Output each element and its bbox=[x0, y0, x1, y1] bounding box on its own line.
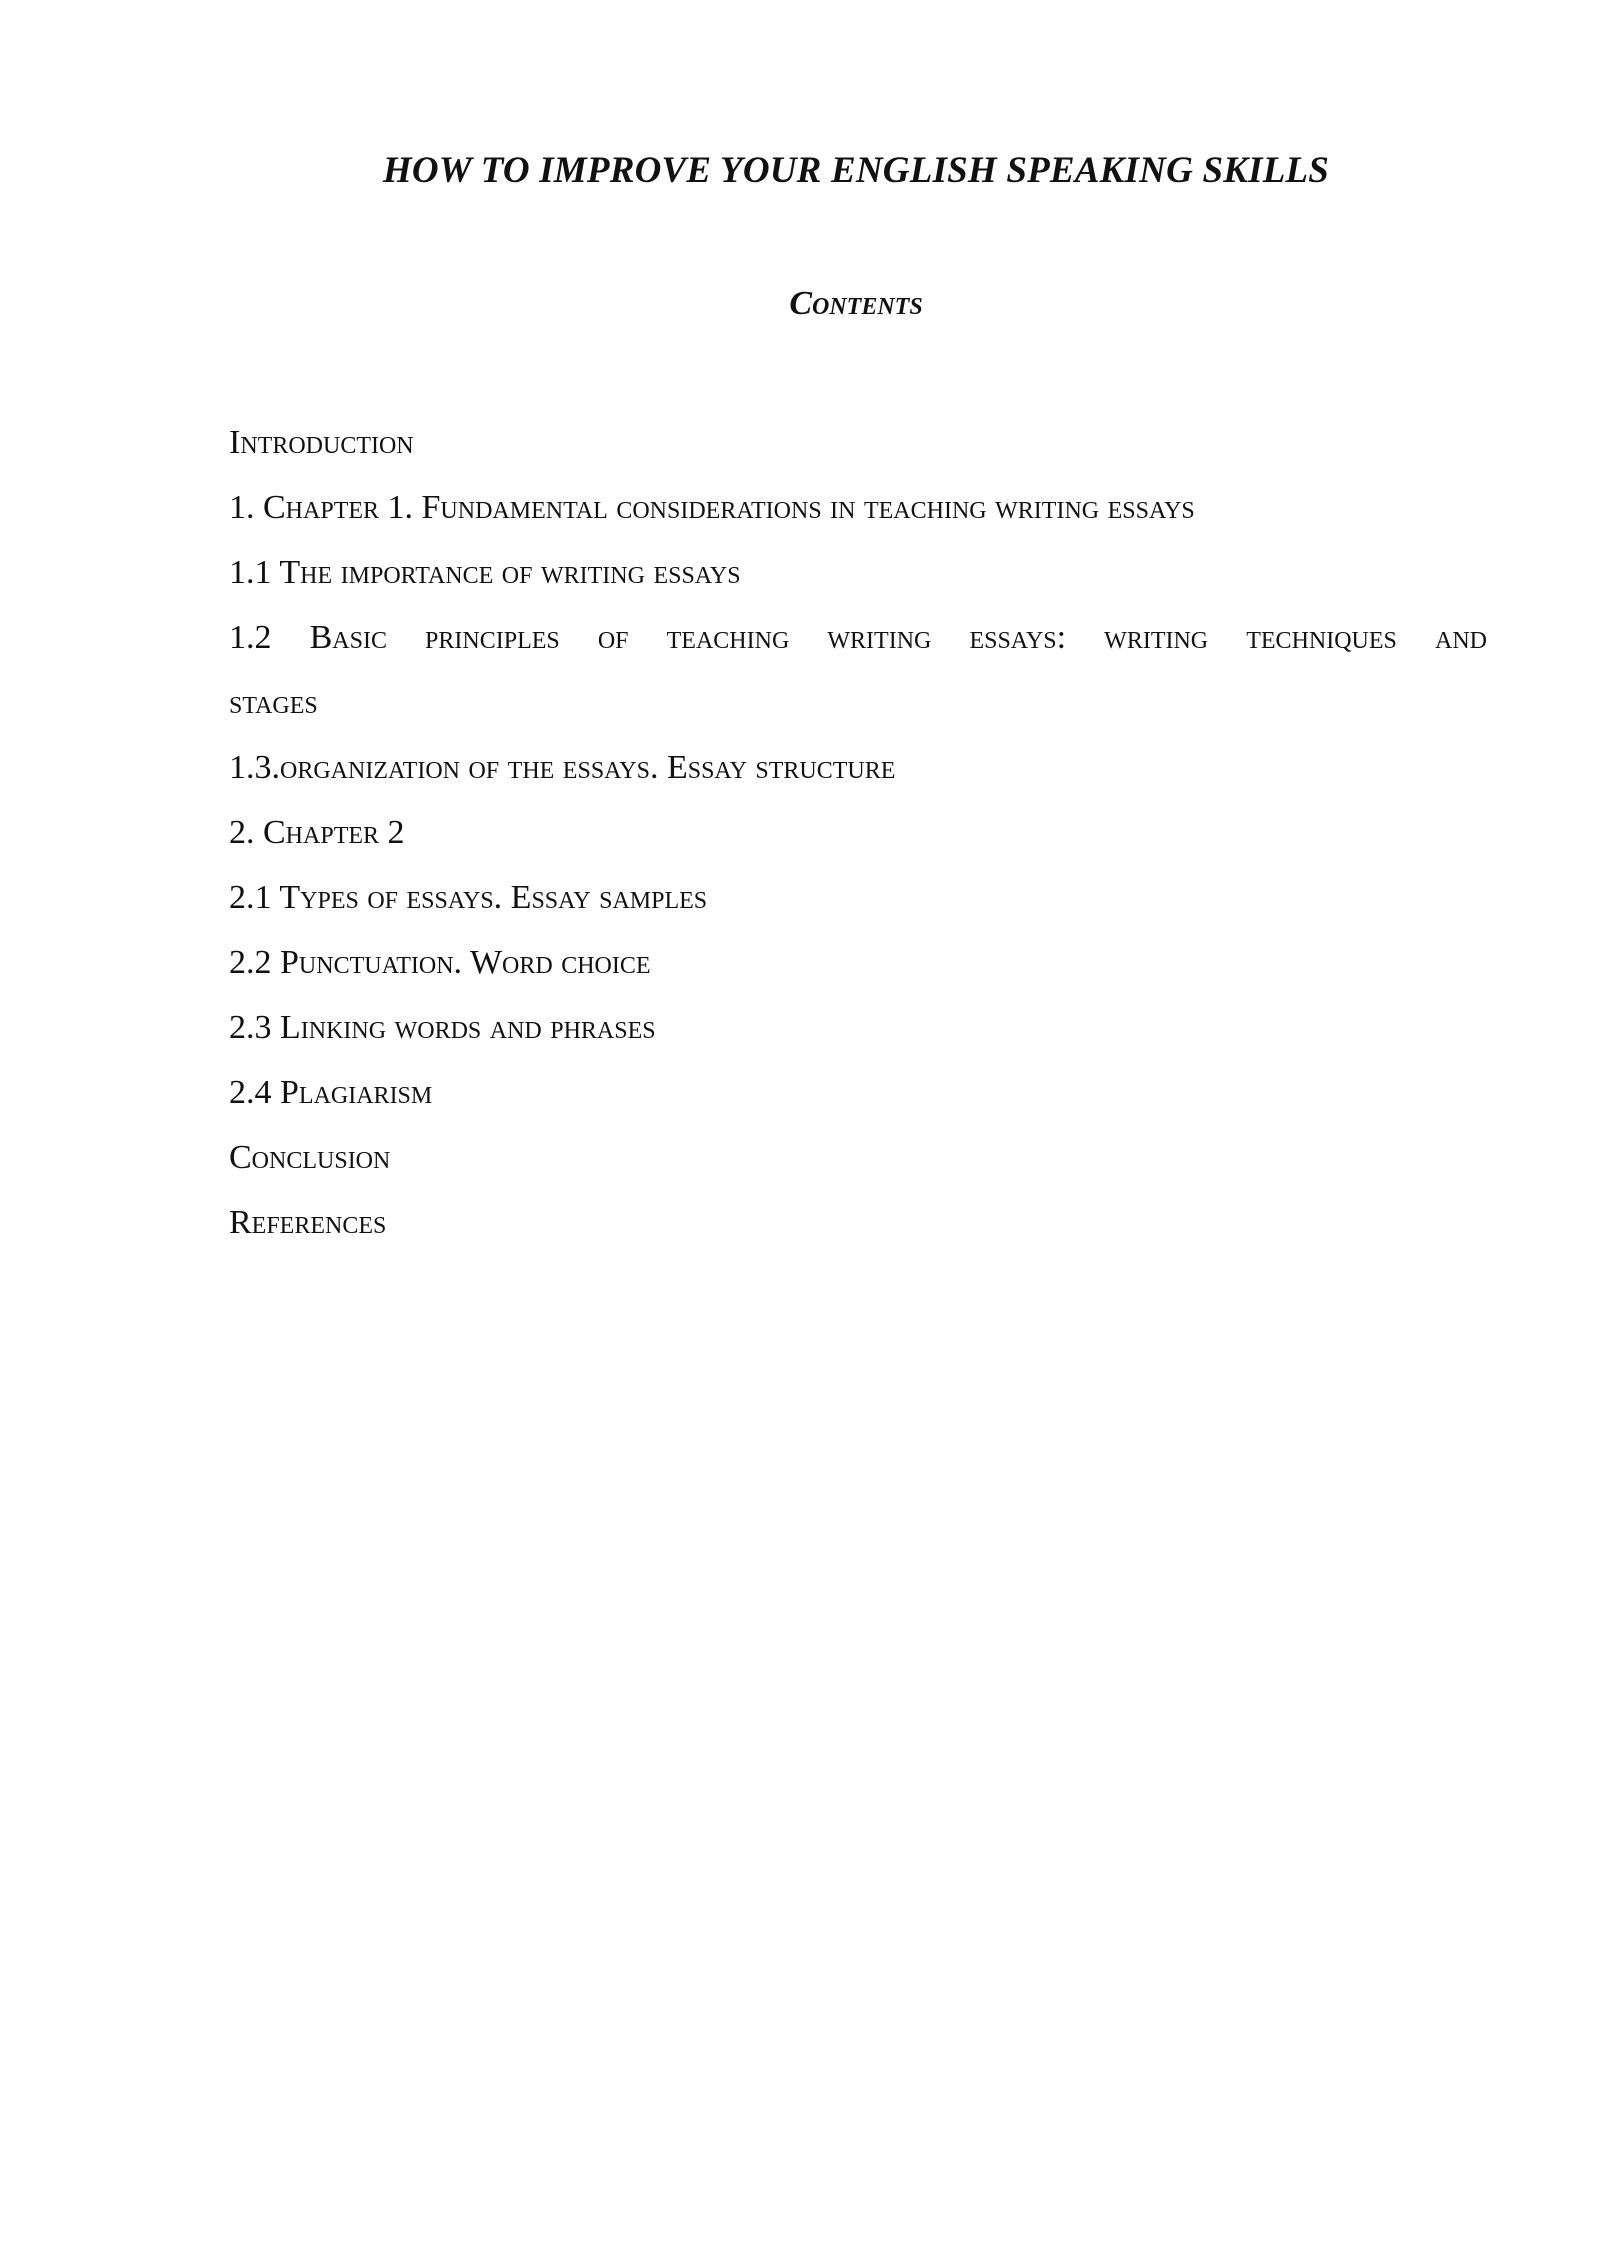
toc-item-1-2: 1.2 Basic principles of teaching writing essays: writing techniques and bbox=[229, 619, 1487, 656]
toc-item-2-2: 2.2 Punctuation. Word choice bbox=[229, 944, 651, 981]
toc-item-references: References bbox=[229, 1204, 387, 1241]
toc-item-introduction: Introduction bbox=[229, 424, 414, 461]
document-title: HOW TO IMPROVE YOUR ENGLISH SPEAKING SKILLS bbox=[382, 150, 1330, 191]
toc-item-chapter-1: 1. Chapter 1. Fundamental considerations in teaching writing essays bbox=[229, 489, 1195, 526]
toc-item-1-2-continued: stages bbox=[229, 684, 318, 721]
toc-item-1-3: 1.3.organization of the essays. Essay structure bbox=[229, 749, 896, 786]
toc-item-conclusion: Conclusion bbox=[229, 1139, 391, 1176]
toc-item-2-3: 2.3 Linking words and phrases bbox=[229, 1009, 656, 1046]
contents-heading: Contents bbox=[789, 285, 923, 322]
table-of-contents bbox=[229, 410, 1487, 1255]
toc-item-chapter-2: 2. Chapter 2 bbox=[229, 814, 405, 851]
toc-item-1-1: 1.1 The importance of writing essays bbox=[229, 554, 741, 591]
toc-item-2-1: 2.1 Types of essays. Essay samples bbox=[229, 879, 708, 916]
toc-item-2-4: 2.4 Plagiarism bbox=[229, 1074, 433, 1111]
